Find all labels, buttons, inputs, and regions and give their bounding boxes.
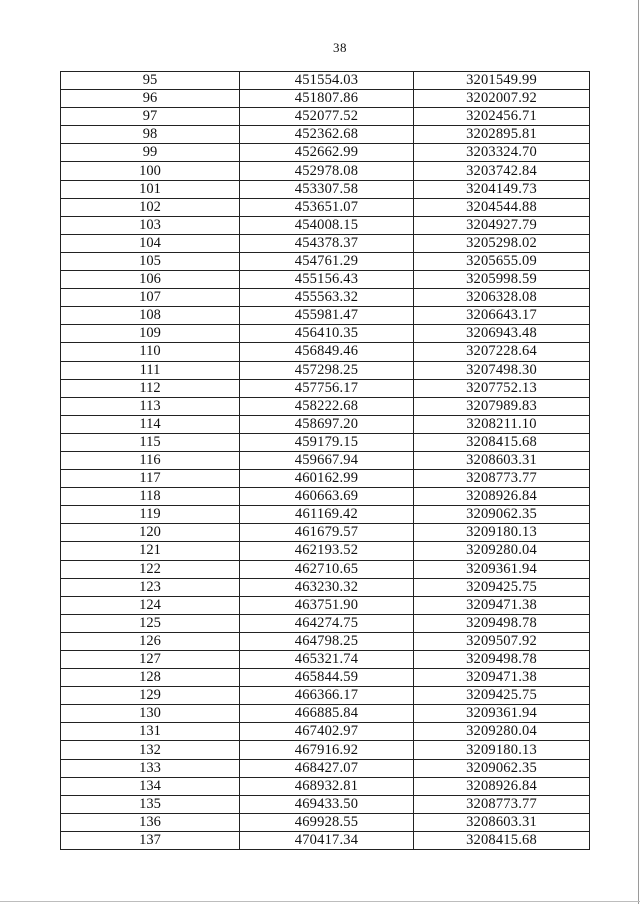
y-coordinate-cell: 3204149.73 — [414, 180, 590, 198]
x-coordinate-cell: 456849.46 — [240, 343, 414, 361]
page-edge-right — [638, 0, 639, 904]
table-row — [61, 252, 590, 270]
coordinate-table-body — [61, 72, 590, 850]
y-coordinate-cell: 3209498.78 — [414, 614, 590, 632]
x-coordinate-cell: 458697.20 — [240, 415, 414, 433]
x-coordinate-cell: 464798.25 — [240, 632, 414, 650]
x-coordinate-cell: 455156.43 — [240, 271, 414, 289]
table-row — [61, 72, 590, 90]
table-row — [61, 271, 590, 289]
y-coordinate-cell: 3208926.84 — [414, 488, 590, 506]
point-number-cell: 137 — [61, 831, 240, 849]
y-coordinate-cell: 3208415.68 — [414, 831, 590, 849]
point-number-cell: 117 — [61, 470, 240, 488]
y-coordinate-cell: 3201549.99 — [414, 72, 590, 90]
x-coordinate-cell: 467916.92 — [240, 741, 414, 759]
x-coordinate-cell: 468932.81 — [240, 777, 414, 795]
point-number-cell: 109 — [61, 325, 240, 343]
table-row — [61, 777, 590, 795]
point-number-cell: 111 — [61, 361, 240, 379]
y-coordinate-cell: 3205655.09 — [414, 252, 590, 270]
y-coordinate-cell: 3203742.84 — [414, 162, 590, 180]
y-coordinate-cell: 3209180.13 — [414, 524, 590, 542]
point-number-cell: 113 — [61, 397, 240, 415]
x-coordinate-cell: 459179.15 — [240, 433, 414, 451]
x-coordinate-cell: 470417.34 — [240, 831, 414, 849]
x-coordinate-cell: 453307.58 — [240, 180, 414, 198]
point-number-cell: 121 — [61, 542, 240, 560]
x-coordinate-cell: 457298.25 — [240, 361, 414, 379]
x-coordinate-cell: 455563.32 — [240, 289, 414, 307]
x-coordinate-cell: 452077.52 — [240, 108, 414, 126]
x-coordinate-cell: 460162.99 — [240, 470, 414, 488]
y-coordinate-cell: 3209062.35 — [414, 759, 590, 777]
table-row — [61, 433, 590, 451]
table-row — [61, 343, 590, 361]
point-number-cell: 114 — [61, 415, 240, 433]
x-coordinate-cell: 466885.84 — [240, 705, 414, 723]
y-coordinate-cell: 3207498.30 — [414, 361, 590, 379]
x-coordinate-cell: 465844.59 — [240, 669, 414, 687]
point-number-cell: 98 — [61, 126, 240, 144]
x-coordinate-cell: 461679.57 — [240, 524, 414, 542]
page-number: 38 — [333, 40, 347, 55]
table-row — [61, 542, 590, 560]
y-coordinate-cell: 3209361.94 — [414, 705, 590, 723]
point-number-cell: 136 — [61, 813, 240, 831]
point-number-cell: 125 — [61, 614, 240, 632]
table-row — [61, 669, 590, 687]
point-number-cell: 112 — [61, 379, 240, 397]
y-coordinate-cell: 3208773.77 — [414, 470, 590, 488]
y-coordinate-cell: 3209471.38 — [414, 669, 590, 687]
y-coordinate-cell: 3206328.08 — [414, 289, 590, 307]
y-coordinate-cell: 3205998.59 — [414, 271, 590, 289]
page-edge-bottom — [0, 901, 640, 902]
y-coordinate-cell: 3209425.75 — [414, 687, 590, 705]
point-number-cell: 129 — [61, 687, 240, 705]
table-row — [61, 361, 590, 379]
x-coordinate-cell: 456410.35 — [240, 325, 414, 343]
y-coordinate-cell: 3207752.13 — [414, 379, 590, 397]
point-number-cell: 135 — [61, 795, 240, 813]
point-number-cell: 100 — [61, 162, 240, 180]
table-row — [61, 325, 590, 343]
x-coordinate-cell: 463230.32 — [240, 578, 414, 596]
point-number-cell: 104 — [61, 234, 240, 252]
point-number-cell: 102 — [61, 198, 240, 216]
x-coordinate-cell: 466366.17 — [240, 687, 414, 705]
table-row — [61, 741, 590, 759]
y-coordinate-cell: 3209507.92 — [414, 632, 590, 650]
table-row — [61, 126, 590, 144]
table-row — [61, 524, 590, 542]
point-number-cell: 126 — [61, 632, 240, 650]
table-row — [61, 162, 590, 180]
point-number-cell: 97 — [61, 108, 240, 126]
coordinate-table — [60, 71, 590, 850]
point-number-cell: 120 — [61, 524, 240, 542]
table-row — [61, 759, 590, 777]
x-coordinate-cell: 463751.90 — [240, 596, 414, 614]
table-row — [61, 687, 590, 705]
y-coordinate-cell: 3208603.31 — [414, 451, 590, 469]
point-number-cell: 96 — [61, 90, 240, 108]
point-number-cell: 110 — [61, 343, 240, 361]
table-row — [61, 614, 590, 632]
x-coordinate-cell: 461169.42 — [240, 506, 414, 524]
point-number-cell: 133 — [61, 759, 240, 777]
y-coordinate-cell: 3209471.38 — [414, 596, 590, 614]
table-row — [61, 108, 590, 126]
y-coordinate-cell: 3204927.79 — [414, 216, 590, 234]
y-coordinate-cell: 3208415.68 — [414, 433, 590, 451]
y-coordinate-cell: 3206943.48 — [414, 325, 590, 343]
x-coordinate-cell: 458222.68 — [240, 397, 414, 415]
y-coordinate-cell: 3209062.35 — [414, 506, 590, 524]
point-number-cell: 103 — [61, 216, 240, 234]
x-coordinate-cell: 462193.52 — [240, 542, 414, 560]
y-coordinate-cell: 3202456.71 — [414, 108, 590, 126]
table-row — [61, 379, 590, 397]
table-row — [61, 578, 590, 596]
point-number-cell: 99 — [61, 144, 240, 162]
point-number-cell: 95 — [61, 72, 240, 90]
point-number-cell: 128 — [61, 669, 240, 687]
point-number-cell: 118 — [61, 488, 240, 506]
point-number-cell: 119 — [61, 506, 240, 524]
y-coordinate-cell: 3208926.84 — [414, 777, 590, 795]
table-row — [61, 307, 590, 325]
table-row — [61, 651, 590, 669]
y-coordinate-cell: 3209498.78 — [414, 651, 590, 669]
point-number-cell: 122 — [61, 560, 240, 578]
table-row — [61, 90, 590, 108]
table-row — [61, 560, 590, 578]
table-row — [61, 506, 590, 524]
point-number-cell: 106 — [61, 271, 240, 289]
table-row — [61, 795, 590, 813]
x-coordinate-cell: 452362.68 — [240, 126, 414, 144]
table-row — [61, 596, 590, 614]
point-number-cell: 115 — [61, 433, 240, 451]
x-coordinate-cell: 464274.75 — [240, 614, 414, 632]
y-coordinate-cell: 3206643.17 — [414, 307, 590, 325]
point-number-cell: 116 — [61, 451, 240, 469]
table-row — [61, 144, 590, 162]
x-coordinate-cell: 452978.08 — [240, 162, 414, 180]
y-coordinate-cell: 3207989.83 — [414, 397, 590, 415]
point-number-cell: 108 — [61, 307, 240, 325]
point-number-cell: 132 — [61, 741, 240, 759]
y-coordinate-cell: 3202895.81 — [414, 126, 590, 144]
table-row — [61, 723, 590, 741]
point-number-cell: 123 — [61, 578, 240, 596]
y-coordinate-cell: 3208773.77 — [414, 795, 590, 813]
table-row — [61, 289, 590, 307]
y-coordinate-cell: 3209180.13 — [414, 741, 590, 759]
table-row — [61, 632, 590, 650]
point-number-cell: 131 — [61, 723, 240, 741]
y-coordinate-cell: 3203324.70 — [414, 144, 590, 162]
point-number-cell: 130 — [61, 705, 240, 723]
y-coordinate-cell: 3209425.75 — [414, 578, 590, 596]
table-row — [61, 216, 590, 234]
point-number-cell: 124 — [61, 596, 240, 614]
y-coordinate-cell: 3209280.04 — [414, 542, 590, 560]
y-coordinate-cell: 3209361.94 — [414, 560, 590, 578]
x-coordinate-cell: 454761.29 — [240, 252, 414, 270]
y-coordinate-cell: 3202007.92 — [414, 90, 590, 108]
table-row — [61, 705, 590, 723]
point-number-cell: 105 — [61, 252, 240, 270]
x-coordinate-cell: 467402.97 — [240, 723, 414, 741]
x-coordinate-cell: 454008.15 — [240, 216, 414, 234]
table-row — [61, 831, 590, 849]
y-coordinate-cell: 3207228.64 — [414, 343, 590, 361]
table-row — [61, 451, 590, 469]
point-number-cell: 127 — [61, 651, 240, 669]
x-coordinate-cell: 451554.03 — [240, 72, 414, 90]
table-row — [61, 415, 590, 433]
point-number-cell: 134 — [61, 777, 240, 795]
x-coordinate-cell: 455981.47 — [240, 307, 414, 325]
x-coordinate-cell: 462710.65 — [240, 560, 414, 578]
point-number-cell: 107 — [61, 289, 240, 307]
y-coordinate-cell: 3204544.88 — [414, 198, 590, 216]
table-row — [61, 488, 590, 506]
y-coordinate-cell: 3208211.10 — [414, 415, 590, 433]
x-coordinate-cell: 452662.99 — [240, 144, 414, 162]
x-coordinate-cell: 469433.50 — [240, 795, 414, 813]
y-coordinate-cell: 3208603.31 — [414, 813, 590, 831]
table-row — [61, 397, 590, 415]
x-coordinate-cell: 457756.17 — [240, 379, 414, 397]
table-row — [61, 180, 590, 198]
x-coordinate-cell: 460663.69 — [240, 488, 414, 506]
x-coordinate-cell: 459667.94 — [240, 451, 414, 469]
table-row — [61, 198, 590, 216]
table-row — [61, 234, 590, 252]
x-coordinate-cell: 454378.37 — [240, 234, 414, 252]
table-row — [61, 470, 590, 488]
y-coordinate-cell: 3205298.02 — [414, 234, 590, 252]
x-coordinate-cell: 453651.07 — [240, 198, 414, 216]
x-coordinate-cell: 451807.86 — [240, 90, 414, 108]
table-row — [61, 813, 590, 831]
y-coordinate-cell: 3209280.04 — [414, 723, 590, 741]
x-coordinate-cell: 468427.07 — [240, 759, 414, 777]
x-coordinate-cell: 465321.74 — [240, 651, 414, 669]
x-coordinate-cell: 469928.55 — [240, 813, 414, 831]
point-number-cell: 101 — [61, 180, 240, 198]
